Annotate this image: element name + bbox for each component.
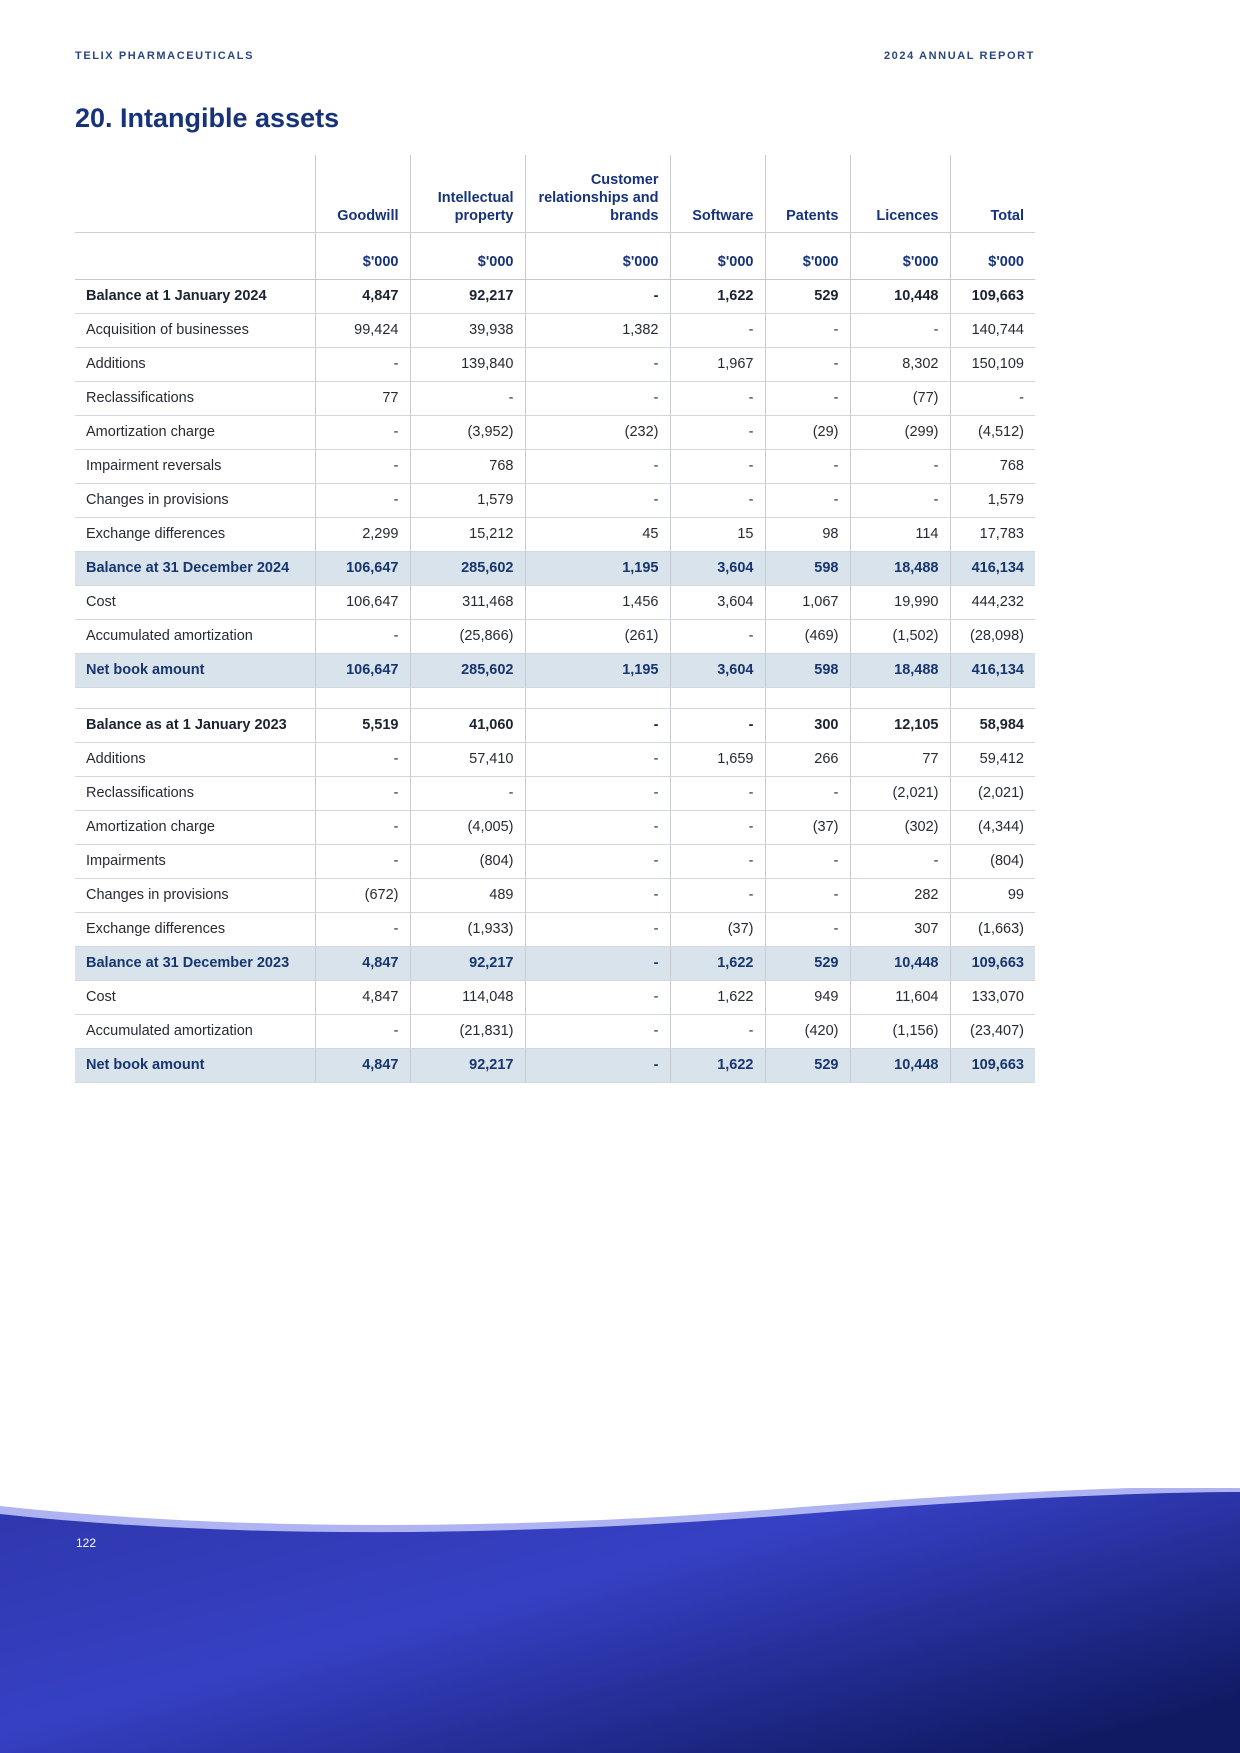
cell-value: (420) xyxy=(765,1015,850,1049)
cell-value: 5,519 xyxy=(315,709,410,743)
cell-value: - xyxy=(765,777,850,811)
cell-value: 106,647 xyxy=(315,552,410,586)
cell-value: (23,407) xyxy=(950,1015,1035,1049)
cell-value: 4,847 xyxy=(315,981,410,1015)
cell-value: (804) xyxy=(950,845,1035,879)
row-label: Accumulated amortization xyxy=(75,1015,315,1049)
table-row xyxy=(75,845,1035,879)
cell-value: 133,070 xyxy=(950,981,1035,1015)
table-row xyxy=(75,450,1035,484)
cell-value: 106,647 xyxy=(315,654,410,688)
cell-value: 77 xyxy=(315,382,410,416)
cell-value: - xyxy=(315,845,410,879)
cell-value: - xyxy=(410,382,525,416)
cell-value: 300 xyxy=(765,709,850,743)
table-row xyxy=(75,348,1035,382)
cell-value: 58,984 xyxy=(950,709,1035,743)
cell-value: 529 xyxy=(765,280,850,314)
cell-value: (1,663) xyxy=(950,913,1035,947)
column-header-row xyxy=(75,155,1035,233)
cell-value: - xyxy=(765,913,850,947)
section-title: 20. Intangible assets xyxy=(75,103,340,133)
cell-value: 311,468 xyxy=(410,586,525,620)
cell-value: (3,952) xyxy=(410,416,525,450)
cell-value: - xyxy=(525,348,670,382)
unit-label: $'000 xyxy=(670,233,765,280)
cell-value: (261) xyxy=(525,620,670,654)
row-label: Balance at 1 January 2024 xyxy=(75,280,315,314)
spacer-cell xyxy=(315,688,410,709)
row-label: Balance as at 1 January 2023 xyxy=(75,709,315,743)
cell-value: - xyxy=(315,913,410,947)
cell-value: - xyxy=(525,280,670,314)
cell-value: - xyxy=(765,314,850,348)
cell-value: - xyxy=(670,382,765,416)
table-row xyxy=(75,1049,1035,1083)
cell-value: 4,847 xyxy=(315,280,410,314)
cell-value: - xyxy=(315,743,410,777)
column-header-goodwill: Goodwill xyxy=(315,155,410,233)
cell-value: (1,933) xyxy=(410,913,525,947)
cell-value: 768 xyxy=(410,450,525,484)
cell-value: - xyxy=(670,709,765,743)
spacer-cell xyxy=(525,688,670,709)
cell-value: (1,156) xyxy=(850,1015,950,1049)
cell-value: 1,195 xyxy=(525,552,670,586)
cell-value: - xyxy=(765,382,850,416)
cell-value: - xyxy=(850,484,950,518)
cell-value: 99 xyxy=(950,879,1035,913)
cell-value: 59,412 xyxy=(950,743,1035,777)
cell-value: (2,021) xyxy=(950,777,1035,811)
row-label: Exchange differences xyxy=(75,913,315,947)
row-label: Additions xyxy=(75,743,315,777)
spacer-cell xyxy=(410,688,525,709)
cell-value: 598 xyxy=(765,552,850,586)
column-header-customer-relationships: Customer relationships and brands xyxy=(525,155,670,233)
unit-label: $'000 xyxy=(525,233,670,280)
cell-value: 17,783 xyxy=(950,518,1035,552)
cell-value: 8,302 xyxy=(850,348,950,382)
cell-value: 529 xyxy=(765,947,850,981)
cell-value: - xyxy=(850,845,950,879)
table-row xyxy=(75,620,1035,654)
cell-value: 11,604 xyxy=(850,981,950,1015)
table-row xyxy=(75,981,1035,1015)
cell-value: 3,604 xyxy=(670,586,765,620)
cell-value: - xyxy=(315,450,410,484)
cell-value: (302) xyxy=(850,811,950,845)
cell-value: 444,232 xyxy=(950,586,1035,620)
row-label: Net book amount xyxy=(75,654,315,688)
cell-value: 12,105 xyxy=(850,709,950,743)
cell-value: - xyxy=(765,879,850,913)
row-label: Changes in provisions xyxy=(75,879,315,913)
data-table xyxy=(75,155,1035,1083)
cell-value: - xyxy=(315,777,410,811)
cell-value: 416,134 xyxy=(950,654,1035,688)
spacer-cell xyxy=(850,688,950,709)
row-label: Acquisition of businesses xyxy=(75,314,315,348)
cell-value: - xyxy=(850,450,950,484)
cell-value: 529 xyxy=(765,1049,850,1083)
cell-value: 1,622 xyxy=(670,947,765,981)
spacer-cell xyxy=(670,688,765,709)
cell-value: 41,060 xyxy=(410,709,525,743)
table-row xyxy=(75,314,1035,348)
cell-value: 106,647 xyxy=(315,586,410,620)
cell-value: (25,866) xyxy=(410,620,525,654)
table-row xyxy=(75,947,1035,981)
cell-value: - xyxy=(525,879,670,913)
cell-value: - xyxy=(670,620,765,654)
row-label: Balance at 31 December 2024 xyxy=(75,552,315,586)
cell-value: - xyxy=(525,1049,670,1083)
cell-value: - xyxy=(525,981,670,1015)
cell-value: - xyxy=(525,450,670,484)
cell-value: (804) xyxy=(410,845,525,879)
cell-value: 10,448 xyxy=(850,1049,950,1083)
spacer-cell xyxy=(75,688,315,709)
unit-label: $'000 xyxy=(765,233,850,280)
cell-value: - xyxy=(525,913,670,947)
cell-value: 15,212 xyxy=(410,518,525,552)
cell-value: (4,344) xyxy=(950,811,1035,845)
table-row xyxy=(75,416,1035,450)
column-header-licences: Licences xyxy=(850,155,950,233)
cell-value: 1,067 xyxy=(765,586,850,620)
cell-value: 10,448 xyxy=(850,947,950,981)
cell-value: - xyxy=(670,450,765,484)
cell-value: - xyxy=(670,879,765,913)
table-row xyxy=(75,709,1035,743)
cell-value: 114,048 xyxy=(410,981,525,1015)
cell-value: - xyxy=(850,314,950,348)
row-label: Additions xyxy=(75,348,315,382)
cell-value: - xyxy=(670,484,765,518)
cell-value: - xyxy=(765,845,850,879)
cell-value: 18,488 xyxy=(850,552,950,586)
unit-label: $'000 xyxy=(410,233,525,280)
row-label: Changes in provisions xyxy=(75,484,315,518)
cell-value: - xyxy=(670,314,765,348)
cell-value: 4,847 xyxy=(315,1049,410,1083)
row-label: Accumulated amortization xyxy=(75,620,315,654)
table-row xyxy=(75,913,1035,947)
cell-value: 92,217 xyxy=(410,1049,525,1083)
unit-label: $'000 xyxy=(315,233,410,280)
cell-value: (1,502) xyxy=(850,620,950,654)
cell-value: - xyxy=(525,777,670,811)
spacer-row xyxy=(75,688,1035,709)
table-row xyxy=(75,382,1035,416)
unit-corner-cell xyxy=(75,233,315,280)
cell-value: 15 xyxy=(670,518,765,552)
cell-value: - xyxy=(765,348,850,382)
cell-value: - xyxy=(315,484,410,518)
cell-value: - xyxy=(765,450,850,484)
cell-value: - xyxy=(670,416,765,450)
report-name: 2024 ANNUAL REPORT xyxy=(883,50,1035,62)
table-row xyxy=(75,484,1035,518)
row-label: Exchange differences xyxy=(75,518,315,552)
spacer-cell xyxy=(950,688,1035,709)
cell-value: (672) xyxy=(315,879,410,913)
cell-value: 307 xyxy=(850,913,950,947)
cell-value: 57,410 xyxy=(410,743,525,777)
cell-value: 266 xyxy=(765,743,850,777)
table-row xyxy=(75,743,1035,777)
cell-value: 2,299 xyxy=(315,518,410,552)
cell-value: - xyxy=(410,777,525,811)
row-label: Cost xyxy=(75,586,315,620)
row-label: Net book amount xyxy=(75,1049,315,1083)
row-label: Impairment reversals xyxy=(75,450,315,484)
column-header-patents: Patents xyxy=(765,155,850,233)
cell-value: - xyxy=(525,382,670,416)
table-row xyxy=(75,1015,1035,1049)
cell-value: (29) xyxy=(765,416,850,450)
cell-value: (4,512) xyxy=(950,416,1035,450)
table-row xyxy=(75,586,1035,620)
intangible-assets-table xyxy=(75,155,1035,1083)
cell-value: - xyxy=(315,416,410,450)
cell-value: - xyxy=(315,620,410,654)
cell-value: 1,622 xyxy=(670,280,765,314)
cell-value: 92,217 xyxy=(410,947,525,981)
row-label: Amortization charge xyxy=(75,416,315,450)
cell-value: - xyxy=(670,845,765,879)
cell-value: - xyxy=(525,743,670,777)
cell-value: - xyxy=(315,348,410,382)
unit-row xyxy=(75,233,1035,280)
unit-label: $'000 xyxy=(850,233,950,280)
cell-value: (28,098) xyxy=(950,620,1035,654)
cell-value: 285,602 xyxy=(410,552,525,586)
cell-value: 598 xyxy=(765,654,850,688)
cell-value: 1,622 xyxy=(670,1049,765,1083)
cell-value: (37) xyxy=(670,913,765,947)
spacer-cell xyxy=(765,688,850,709)
footer-wave xyxy=(0,1488,1240,1753)
cell-value: 18,488 xyxy=(850,654,950,688)
cell-value: 285,602 xyxy=(410,654,525,688)
cell-value: 768 xyxy=(950,450,1035,484)
page-top-bar xyxy=(75,50,1035,62)
company-name: TELIX PHARMACEUTICALS xyxy=(75,50,255,62)
table-row xyxy=(75,518,1035,552)
cell-value: - xyxy=(525,947,670,981)
unit-label: $'000 xyxy=(950,233,1035,280)
cell-value: - xyxy=(315,811,410,845)
column-header-software: Software xyxy=(670,155,765,233)
cell-value: - xyxy=(525,1015,670,1049)
cell-value: 4,847 xyxy=(315,947,410,981)
cell-value: 1,579 xyxy=(950,484,1035,518)
cell-value: 489 xyxy=(410,879,525,913)
cell-value: (299) xyxy=(850,416,950,450)
cell-value: 3,604 xyxy=(670,654,765,688)
cell-value: (77) xyxy=(850,382,950,416)
cell-value: 416,134 xyxy=(950,552,1035,586)
cell-value: 282 xyxy=(850,879,950,913)
table-row xyxy=(75,879,1035,913)
wave-graphic xyxy=(0,1488,1240,1753)
cell-value: 10,448 xyxy=(850,280,950,314)
cell-value: - xyxy=(950,382,1035,416)
cell-value: 77 xyxy=(850,743,950,777)
cell-value: 1,967 xyxy=(670,348,765,382)
cell-value: (21,831) xyxy=(410,1015,525,1049)
cell-value: - xyxy=(670,777,765,811)
cell-value: 1,195 xyxy=(525,654,670,688)
cell-value: (232) xyxy=(525,416,670,450)
cell-value: 949 xyxy=(765,981,850,1015)
column-header-intellectual-property: Intellectual property xyxy=(410,155,525,233)
cell-value: - xyxy=(525,484,670,518)
cell-value: - xyxy=(315,1015,410,1049)
cell-value: 139,840 xyxy=(410,348,525,382)
cell-value: 109,663 xyxy=(950,1049,1035,1083)
cell-value: (37) xyxy=(765,811,850,845)
row-label: Impairments xyxy=(75,845,315,879)
cell-value: 19,990 xyxy=(850,586,950,620)
page-number: 122 xyxy=(76,1536,97,1550)
row-label: Reclassifications xyxy=(75,777,315,811)
cell-value: - xyxy=(525,709,670,743)
cell-value: 98 xyxy=(765,518,850,552)
cell-value: 109,663 xyxy=(950,280,1035,314)
cell-value: 140,744 xyxy=(950,314,1035,348)
cell-value: (469) xyxy=(765,620,850,654)
table-row xyxy=(75,777,1035,811)
cell-value: 114 xyxy=(850,518,950,552)
row-label: Reclassifications xyxy=(75,382,315,416)
table-row xyxy=(75,552,1035,586)
row-label: Amortization charge xyxy=(75,811,315,845)
cell-value: 1,579 xyxy=(410,484,525,518)
cell-value: 109,663 xyxy=(950,947,1035,981)
row-label: Cost xyxy=(75,981,315,1015)
row-label: Balance at 31 December 2023 xyxy=(75,947,315,981)
cell-value: 3,604 xyxy=(670,552,765,586)
cell-value: 92,217 xyxy=(410,280,525,314)
cell-value: 1,456 xyxy=(525,586,670,620)
table-row xyxy=(75,280,1035,314)
corner-cell xyxy=(75,155,315,233)
column-header-total: Total xyxy=(950,155,1035,233)
cell-value: 99,424 xyxy=(315,314,410,348)
table-body xyxy=(75,280,1035,1083)
cell-value: - xyxy=(670,811,765,845)
cell-value: (2,021) xyxy=(850,777,950,811)
cell-value: - xyxy=(765,484,850,518)
cell-value: - xyxy=(525,845,670,879)
cell-value: - xyxy=(670,1015,765,1049)
table-row xyxy=(75,811,1035,845)
cell-value: (4,005) xyxy=(410,811,525,845)
cell-value: 39,938 xyxy=(410,314,525,348)
table-row xyxy=(75,654,1035,688)
cell-value: 45 xyxy=(525,518,670,552)
cell-value: - xyxy=(525,811,670,845)
cell-value: 150,109 xyxy=(950,348,1035,382)
cell-value: 1,659 xyxy=(670,743,765,777)
cell-value: 1,382 xyxy=(525,314,670,348)
cell-value: 1,622 xyxy=(670,981,765,1015)
